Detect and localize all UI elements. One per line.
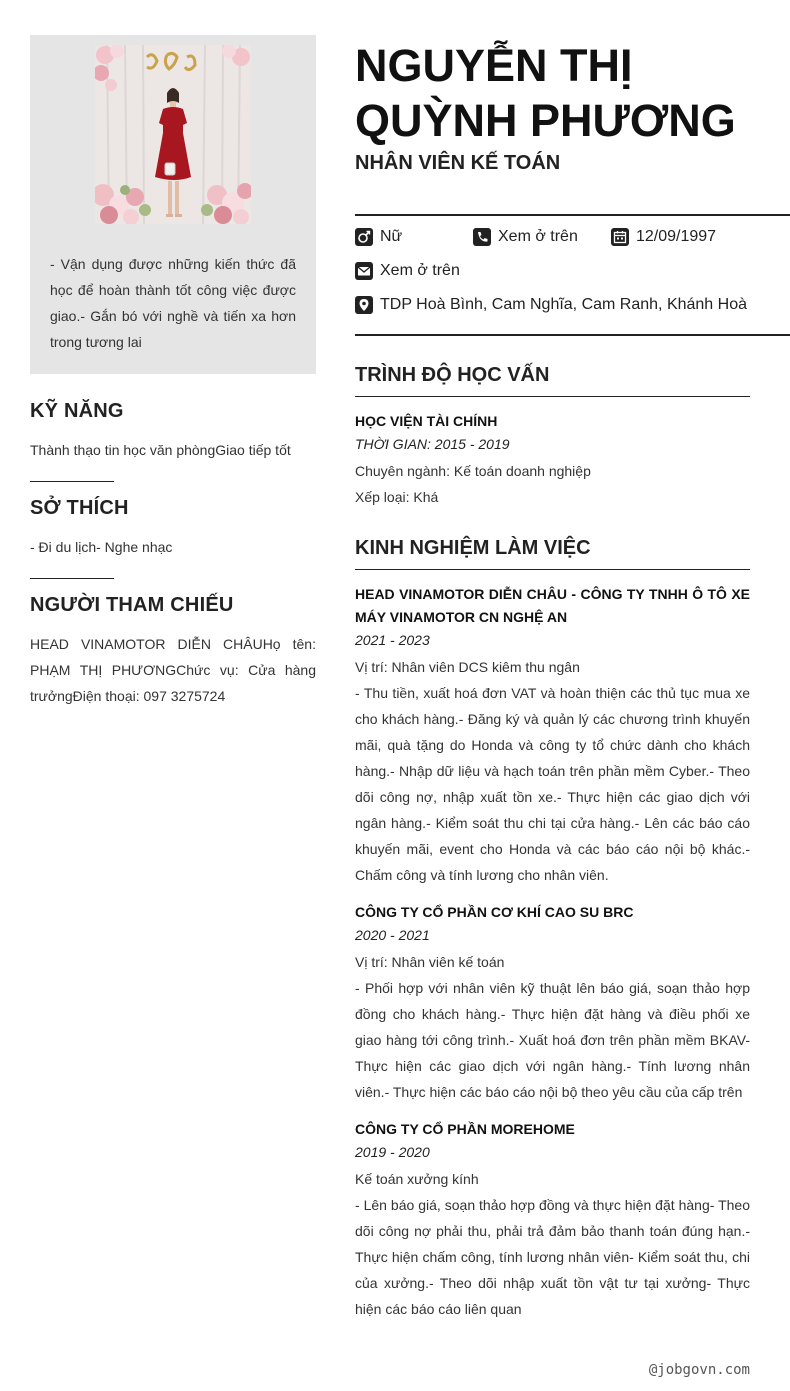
education-entry <box>355 410 750 510</box>
references-text: HEAD VINAMOTOR DIỄN CHÂUHọ tên: PHẠM THỊ PHƯƠNGChức vụ: Cửa hàng trưởngĐiện thoại: 097 3275724 <box>30 636 316 704</box>
education-title: TRÌNH ĐỘ HỌC VẤN <box>355 364 550 386</box>
gender-icon <box>355 228 373 246</box>
experience-title: KINH NGHIỆM LÀM VIỆC <box>355 537 591 559</box>
name-line-1: NGUYỄN THỊ <box>355 40 633 91</box>
experience-rule <box>355 569 750 570</box>
job-time: 2021 - 2023 <box>355 632 430 648</box>
company-name: HEAD VINAMOTOR DIỄN CHÂU - CÔNG TY TNHH Ô TÔ XE MÁY VINAMOTOR CN NGHỆ AN <box>355 586 750 625</box>
phone-value: Xem ở trên <box>498 228 578 245</box>
hobbies-title: SỞ THÍCH <box>30 497 129 519</box>
profile-panel <box>30 35 316 374</box>
photo-illustration <box>95 45 251 224</box>
skills-title: KỸ NĂNG <box>30 400 124 422</box>
education-time: THỜI GIAN: 2015 - 2019 <box>355 436 510 452</box>
birthday-value: 12/09/1997 <box>636 228 717 245</box>
skills-section <box>30 400 316 463</box>
birthday-info <box>611 228 716 246</box>
job-time: 2019 - 2020 <box>355 1144 430 1160</box>
email-info <box>355 262 460 280</box>
career-objective: - Vận dụng được những kiến thức đã học để hoàn thành tốt công việc được giao.- Gắn bó với nghề và tiến xa hơn trong tương lai <box>50 256 296 350</box>
company-name: CÔNG TY CỔ PHẦN CƠ KHÍ CAO SU BRC <box>355 904 634 920</box>
experience-entry <box>355 583 750 888</box>
education-grade: Xếp loại: Khá <box>355 489 439 505</box>
profile-photo <box>95 45 251 224</box>
references-section <box>30 594 316 709</box>
hobbies-divider <box>30 578 114 579</box>
hobbies-text: - Đi du lịch- Nghe nhạc <box>30 539 173 555</box>
job-position: Kế toán xưởng kính <box>355 1171 479 1187</box>
phone-icon <box>473 228 491 246</box>
school-name: HỌC VIỆN TÀI CHÍNH <box>355 413 498 429</box>
job-description: - Lên báo giá, soạn thảo hợp đồng và thực hiện đặt hàng- Theo dõi công nợ phải thu, phải trả đảm bảo thanh toán đúng hạn.- Thực hiện chấm công, tính lương nhân viên- Kiểm soát thu, chi của xưởng.- Theo dõi nhập xuất tồn vật tư tại xưởng- Thực hiện các báo cáo liên quan <box>355 1197 750 1317</box>
company-name: CÔNG TY CỔ PHẦN MOREHOME <box>355 1121 575 1137</box>
job-description: - Thu tiền, xuất hoá đơn VAT và hoàn thiện các thủ tục mua xe cho khách hàng.- Đăng ký và quản lý các chương trình khuyến mãi, quà tặng do Honda và công ty tổ chức dành cho khách hàng.- Nhập dữ liệu và hạch toán trên phần mềm Cyber.- Theo dõi công nợ, nhập xuất tồn xe.- Thực hiện các giao dịch với ngân hàng.- Kiểm soát thu chi tại cửa hàng.- Lên các báo cáo khuyến mãi, event cho Honda và các báo cáo nội bộ khác.- Chấm công và tính lương cho nhân viên. <box>355 685 750 883</box>
job-time: 2020 - 2021 <box>355 927 430 943</box>
skills-text: Thành thạo tin học văn phòngGiao tiếp tốt <box>30 442 291 458</box>
watermark: @jobgovn.com <box>648 1362 750 1378</box>
address-value: TDP Hoà Bình, Cam Nghĩa, Cam Ranh, Khánh Hoà <box>380 296 747 313</box>
email-value: Xem ở trên <box>380 262 460 279</box>
education-major: Chuyên ngành: Kế toán doanh nghiệp <box>355 463 591 479</box>
contact-top-rule <box>355 214 790 216</box>
experience-entry <box>355 901 750 1105</box>
experience-entry <box>355 1118 750 1322</box>
contact-bottom-rule <box>355 334 790 336</box>
skills-divider <box>30 481 114 482</box>
address-info <box>355 296 747 314</box>
job-description: - Phối hợp với nhân viên kỹ thuật lên báo giá, soạn thảo hợp đồng cho khách hàng.- Thực hiện đặt hàng và điều phối xe giao hàng tới công trình.- Xuất hoá đơn trên phần mềm BKAV- Thực hiện các giao dịch với ngân hàng.- Tính lương nhân viên.- Thực hiện các báo cáo nội bộ theo yêu cầu của cấp trên <box>355 980 750 1100</box>
hobbies-section <box>30 497 316 560</box>
references-title: NGƯỜI THAM CHIẾU <box>30 594 234 616</box>
gender-value: Nữ <box>380 228 403 245</box>
gender-info <box>355 228 402 246</box>
job-position: Vị trí: Nhân viên kế toán <box>355 954 505 970</box>
location-icon <box>355 296 373 314</box>
calendar-icon <box>611 228 629 246</box>
full-name <box>355 38 775 148</box>
email-icon <box>355 262 373 280</box>
job-title: NHÂN VIÊN KẾ TOÁN <box>355 152 561 174</box>
phone-info <box>473 228 578 246</box>
name-line-2: QUỲNH PHƯƠNG <box>355 95 736 146</box>
job-position: Vị trí: Nhân viên DCS kiêm thu ngân <box>355 659 580 675</box>
education-rule <box>355 396 750 397</box>
